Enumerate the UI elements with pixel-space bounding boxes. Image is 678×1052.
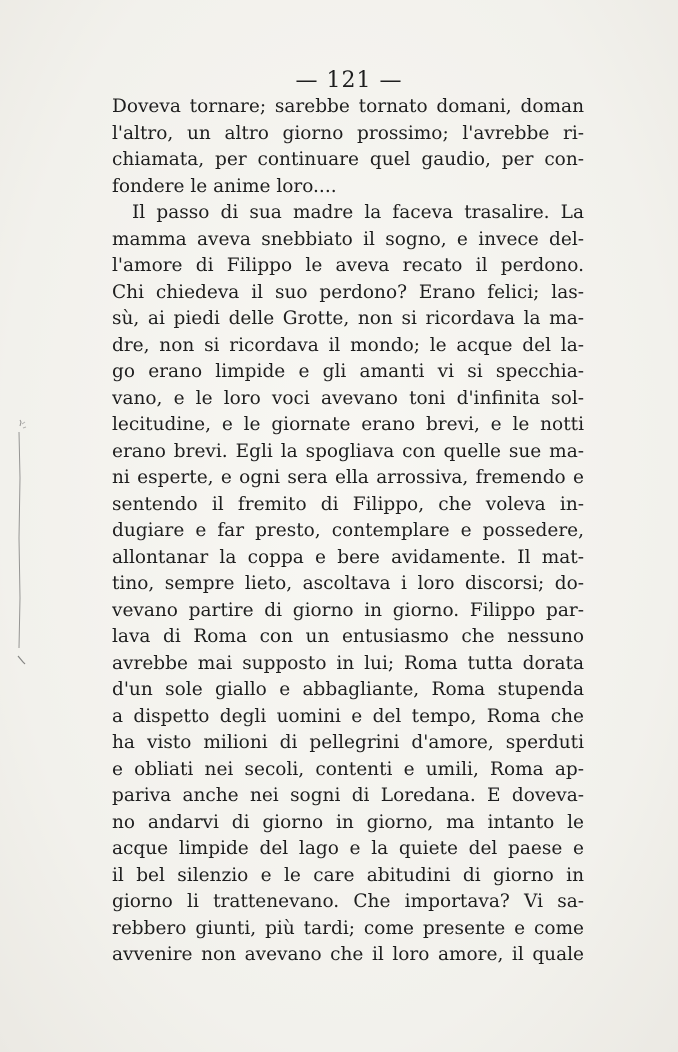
- page-number: — 121 —: [295, 68, 403, 93]
- text-line: giorno li trattenevano. Che importava? Vi sa-: [112, 891, 584, 912]
- text-line: dre, non si ricordava il mondo; le acque del la-: [112, 334, 584, 356]
- text-line: dugiare e far presto, contemplare e possedere,: [112, 520, 584, 541]
- text-line: a dispetto degli uomini e del tempo, Roma che: [112, 705, 584, 727]
- text-line: ha visto milioni di pellegrini d'amore, sperduti: [112, 732, 584, 753]
- binding-edge-mark: [10, 418, 30, 668]
- text-line: avvenire non avevano che il loro amore, il quale: [112, 944, 584, 965]
- text-line: d'un sole giallo e abbagliante, Roma stupenda: [112, 679, 584, 700]
- text-line: vano, e le loro voci avevano toni d'infinita sol-: [112, 387, 584, 409]
- text-line: ni esperte, e ogni sera ella arrossiva, fremendo e: [112, 467, 584, 488]
- text-line: tino, sempre lieto, ascoltava i loro discorsi; do-: [112, 573, 584, 594]
- text-line: fondere le anime loro....: [112, 175, 337, 197]
- text-line: vevano partire di giorno in giorno. Filippo par-: [112, 599, 584, 621]
- text-line: chiamata, per continuare quel gaudio, per con-: [112, 149, 584, 170]
- text-line: Chi chiedeva il suo perdono? Erano felici; las-: [112, 281, 584, 303]
- text-line: Il passo di sua madre la faceva trasalire. La: [132, 202, 584, 223]
- text-line: l'amore di Filippo le aveva recato il perdono.: [112, 255, 584, 276]
- text-line: avrebbe mai supposto in lui; Roma tutta dorata: [112, 652, 584, 674]
- text-line: l'altro, un altro giorno prossimo; l'avrebbe ri-: [112, 122, 584, 144]
- text-line: go erano limpide e gli amanti vi si specchia-: [112, 361, 584, 382]
- text-line: Doveva tornare; sarebbe tornato domani, doman: [112, 96, 584, 117]
- text-line: sentendo il fremito di Filippo, che voleva in-: [112, 493, 584, 515]
- text-line: il bel silenzio e le care abitudini di giorno in: [112, 864, 584, 886]
- body-text: [112, 94, 584, 969]
- text-line: mamma aveva snebbiato il sogno, e invece del-: [112, 228, 584, 250]
- text-line: rebbero giunti, più tardi; come presente e come: [112, 917, 584, 939]
- text-line: lecitudine, e le giornate erano brevi, e le notti: [112, 414, 584, 435]
- text-line: sù, ai piedi delle Grotte, non si ricordava la ma-: [112, 308, 584, 329]
- text-line: lava di Roma con un entusiasmo che nessuno: [112, 626, 584, 647]
- text-line: e obliati nei secoli, contenti e umili, Roma ap-: [112, 758, 584, 780]
- text-line: acque limpide del lago e la quiete del paese e: [112, 838, 584, 859]
- text-line: no andarvi di giorno in giorno, ma intanto le: [112, 811, 584, 833]
- text-line: erano brevi. Egli la spogliava con quelle sue ma-: [112, 440, 584, 462]
- binding-edge-mark-graphic: [10, 418, 30, 668]
- text-line: allontanar la coppa e bere avidamente. Il mat-: [112, 546, 584, 568]
- text-line: pariva anche nei sogni di Loredana. E doveva-: [112, 785, 584, 806]
